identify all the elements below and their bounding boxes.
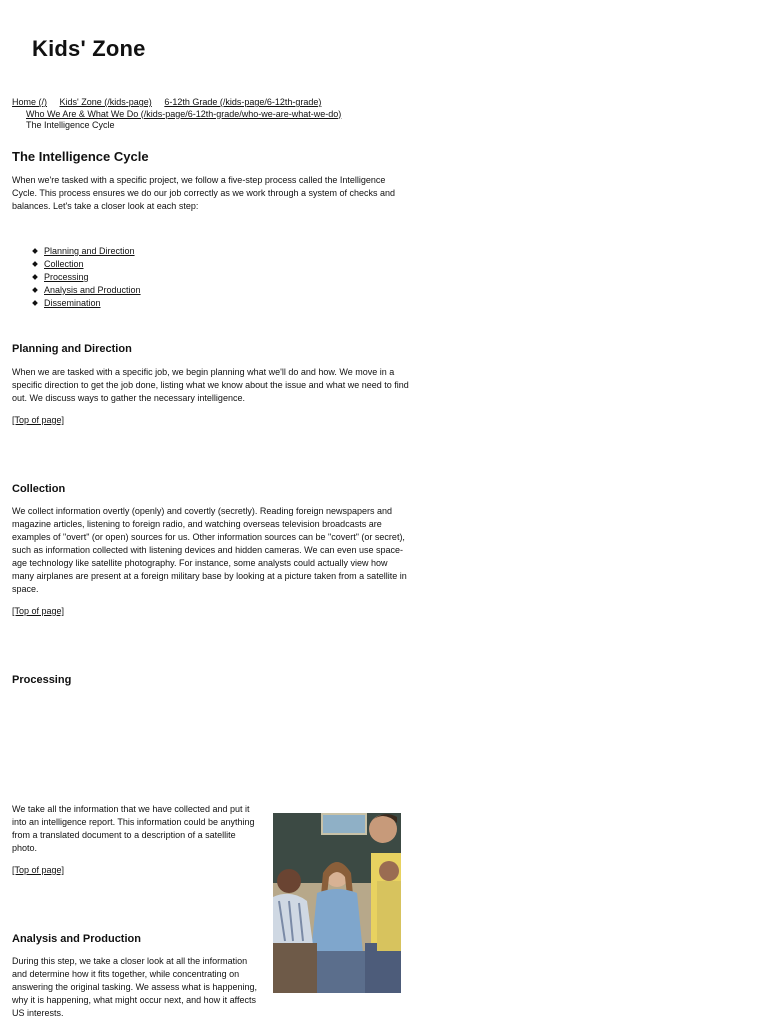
section-heading-analysis: Analysis and Production (12, 933, 141, 945)
table-of-contents (12, 245, 412, 310)
toc-link-planning-and-direction[interactable]: Planning and Direction (44, 246, 135, 256)
toc-link-collection[interactable]: Collection (44, 259, 84, 269)
section-heading-planning: Planning and Direction (12, 343, 132, 355)
top-of-page-link[interactable]: [Top of page] (12, 415, 65, 425)
top-of-page-link[interactable]: [Top of page] (12, 606, 65, 616)
breadcrumb (12, 97, 341, 132)
top-of-page-link[interactable]: [Top of page] (12, 865, 65, 875)
top-of-page-link-1-wrap (12, 415, 412, 425)
toc-link-processing[interactable]: Processing (44, 272, 89, 282)
section-heading-collection: Collection (12, 483, 66, 495)
toc-item (12, 245, 412, 258)
breadcrumb-current: The Intelligence Cycle (26, 120, 115, 130)
section-body-processing: We take all the information that we have collected and put it into an intelligence report. This information could be anything from a translated document to a description of a satellite photo. (12, 804, 255, 853)
intro-paragraph: When we're tasked with a specific project, we follow a five-step process called the Intelligence Cycle. This process ensures we do our job correctly as we work through a system of checks and balances. Let's take a closer look at each step: (12, 175, 396, 211)
site-title: Kids' Zone (32, 36, 146, 61)
breadcrumb-who-we-are-link[interactable]: Who We Are & What We Do (/kids-page/6-12th-grade/who-we-are-what-we-do) (26, 108, 342, 119)
toc-item (12, 284, 412, 297)
breadcrumb-kids-zone-link[interactable]: Kids' Zone (/kids-page) (59, 97, 152, 107)
section-body-analysis: During this step, we take a closer look at all the information and determine how it fits together, while concentrating on answering the original tasking. We assess what is happening, why it is happening, what might occur next, and how it affects US interests. (12, 956, 257, 1018)
top-of-page-link-2-wrap (12, 606, 412, 616)
breadcrumb-home-link[interactable]: Home (/) (12, 97, 48, 107)
page-title: The Intelligence Cycle (12, 149, 149, 164)
breadcrumb-grade-link[interactable]: 6-12th Grade (/kids-page/6-12th-grade) (164, 97, 322, 107)
students-photo (273, 813, 401, 993)
section-heading-processing: Processing (12, 674, 72, 686)
toc-item (12, 297, 412, 310)
toc-link-analysis-and-production[interactable]: Analysis and Production (44, 285, 141, 295)
toc-link-dissemination[interactable]: Dissemination (44, 298, 101, 308)
toc-item (12, 258, 412, 271)
section-body-collection: We collect information overtly (openly) and covertly (secretly). Reading foreign newspapers and magazine articles, listening to foreign radio, and watching overseas television broadcasts are examples of "overt" (or open) sources for us. Other information sources can be "covert" (or secret), such as information collected with listening devices and hidden cameras. We can even use space-age technology like satellite photography. For instance, some analysts could actually view how many airplanes are present at a foreign military base by looking at a picture taken from a satellite in space. (12, 506, 407, 594)
toc-item (12, 271, 412, 284)
section-body-planning: When we are tasked with a specific job, we begin planning what we'll do and how. We move in a specific direction to get the job done, listing what we know about the issue and what we need to find out. We discuss ways to gather the necessary intelligence. (12, 367, 409, 403)
